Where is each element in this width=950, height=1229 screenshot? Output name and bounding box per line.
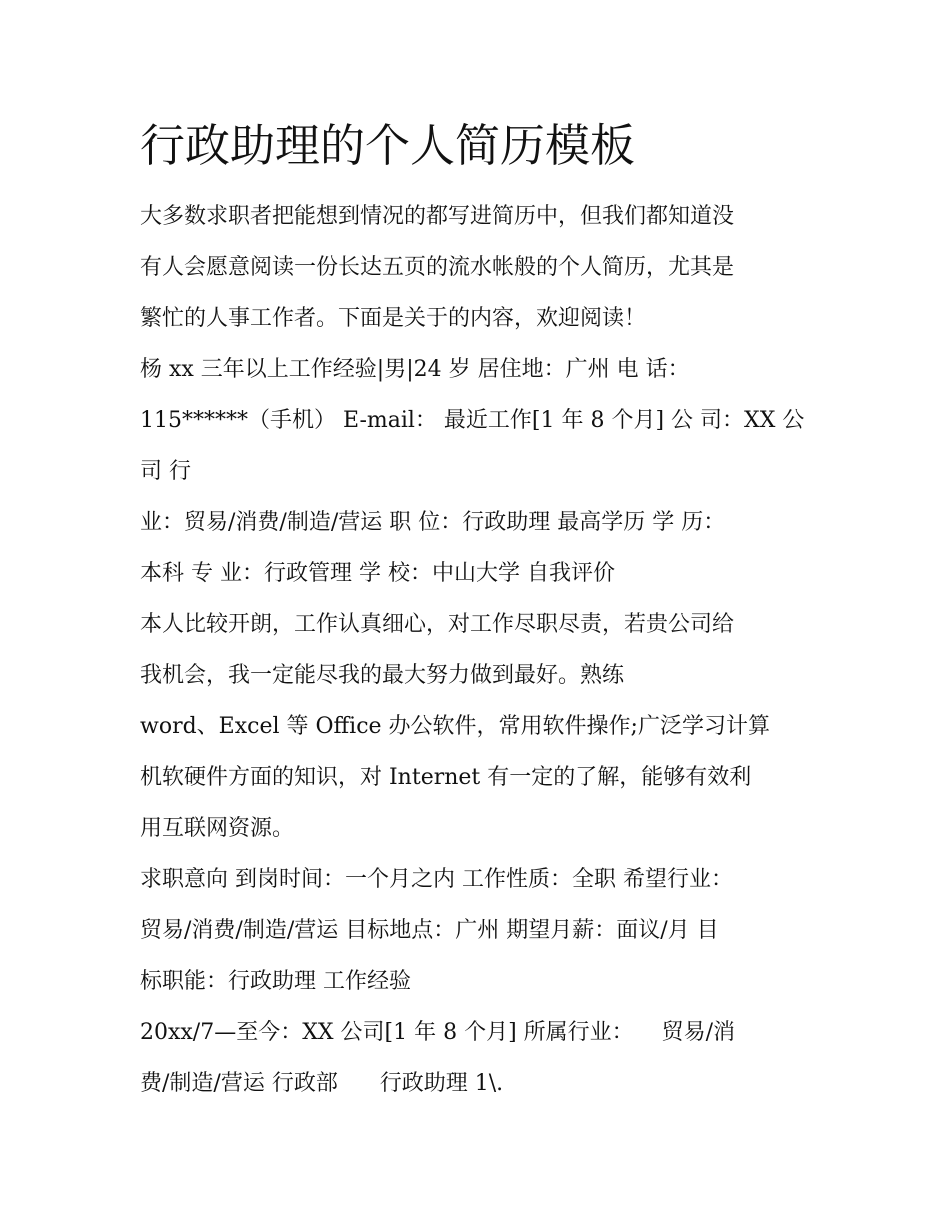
- body-line: 杨 xx 三年以上工作经验|男|24 岁 居住地：广州 电 话：: [140, 357, 690, 382]
- body-line: 本人比较开朗，工作认真细心，对工作尽职尽责，若贵公司给: [140, 612, 735, 637]
- body-line: 本科 专 业：行政管理 学 校：中山大学 自我评价: [140, 561, 615, 586]
- body-line: 繁忙的人事工作者。下面是关于的内容，欢迎阅读！: [140, 306, 647, 331]
- body-line: 标职能：行政助理 工作经验: [140, 969, 411, 994]
- body-line: 业：贸易/消费/制造/营运 职 位：行政助理 最高学历 学 历：: [140, 510, 726, 535]
- body-line: 20xx/7—至今：XX 公司[1 年 8 个月] 所属行业： 贸易/消: [140, 1020, 736, 1045]
- body-line: 有人会愿意阅读一份长达五页的流水帐般的个人简历，尤其是: [140, 255, 735, 280]
- document-title: 行政助理的个人简历模板: [140, 119, 636, 172]
- body-line: 机软硬件方面的知识，对 Internet 有一定的了解，能够有效利: [140, 765, 752, 790]
- body-line: 费/制造/营运 行政部 行政助理 1\.: [140, 1071, 504, 1096]
- body-line: 115******（手机） E-mail： 最近工作[1 年 8 个月] 公 司：XX 公: [140, 408, 805, 433]
- body-line: 司 行: [140, 459, 191, 484]
- body-line: 大多数求职者把能想到情况的都写进简历中，但我们都知道没: [140, 204, 735, 229]
- body-line: 用互联网资源。: [140, 816, 295, 841]
- body-line: 求职意向 到岗时间：一个月之内 工作性质：全职 希望行业：: [140, 867, 733, 892]
- body-line: 我机会，我一定能尽我的最大努力做到最好。熟练: [140, 663, 625, 688]
- body-line: word、Excel 等 Office 办公软件，常用软件操作;广泛学习计算: [140, 714, 770, 739]
- body-line: 贸易/消费/制造/营运 目标地点：广州 期望月薪：面议/月 目: [140, 918, 719, 943]
